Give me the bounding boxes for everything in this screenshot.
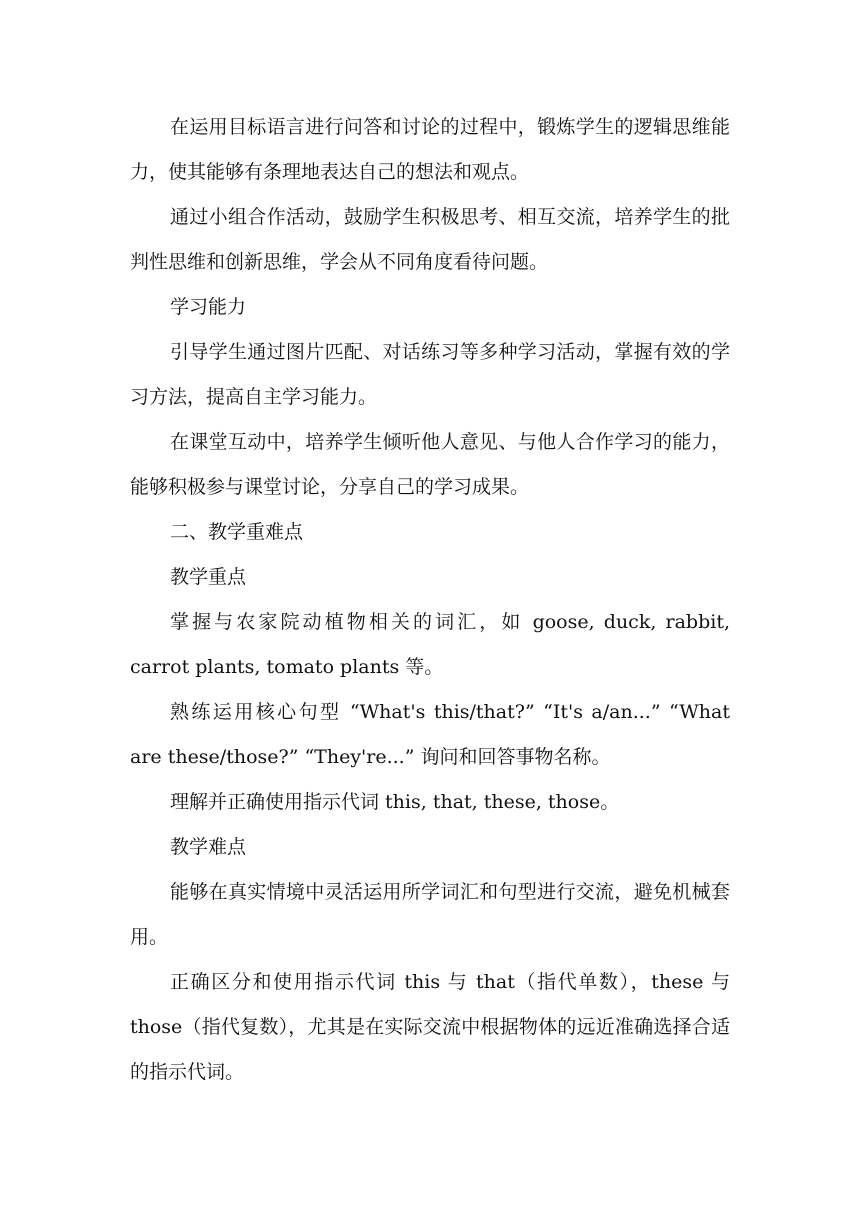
- paragraph-sentence-patterns: 熟练运用核心句型 “What's this/that?” “It's a/an...” “What are these/those?” “They're...” 询问和回答事物名称。: [130, 701, 730, 768]
- heading-teaching-focus: 教学重点: [170, 566, 247, 588]
- paragraph-demonstratives: 理解并正确使用指示代词 this, that, these, those。: [170, 791, 620, 813]
- heading-learning-ability: 学习能力: [170, 296, 247, 318]
- paragraph-learning-methods: 引导学生通过图片匹配、对话练习等多种学习活动，掌握有效的学习方法，提高自主学习能力。: [130, 341, 730, 408]
- paragraph-logical-thinking: 在运用目标语言进行问答和讨论的过程中，锻炼学生的逻辑思维能力，使其能够有条理地表达自己的想法和观点。: [130, 116, 730, 183]
- paragraph-distinguish-demonstratives: 正确区分和使用指示代词 this 与 that（指代单数），these 与 those（指代复数），尤其是在实际交流中根据物体的远近准确选择合适的指示代词。: [130, 971, 730, 1083]
- paragraph-flexible-use: 能够在真实情境中灵活运用所学词汇和句型进行交流，避免机械套用。: [130, 881, 730, 948]
- heading-key-difficult-points: 二、教学重难点: [170, 521, 304, 543]
- paragraph-group-cooperation: 通过小组合作活动，鼓励学生积极思考、相互交流，培养学生的批判性思维和创新思维，学会从不同角度看待问题。: [130, 206, 730, 273]
- document-body: [130, 105, 730, 1095]
- paragraph-vocabulary: 掌握与农家院动植物相关的词汇，如 goose, duck, rabbit, carrot plants, tomato plants 等。: [130, 611, 730, 678]
- paragraph-classroom-interaction: 在课堂互动中，培养学生倾听他人意见、与他人合作学习的能力，能够积极参与课堂讨论，分享自己的学习成果。: [130, 431, 730, 498]
- heading-teaching-difficulty: 教学难点: [170, 836, 247, 858]
